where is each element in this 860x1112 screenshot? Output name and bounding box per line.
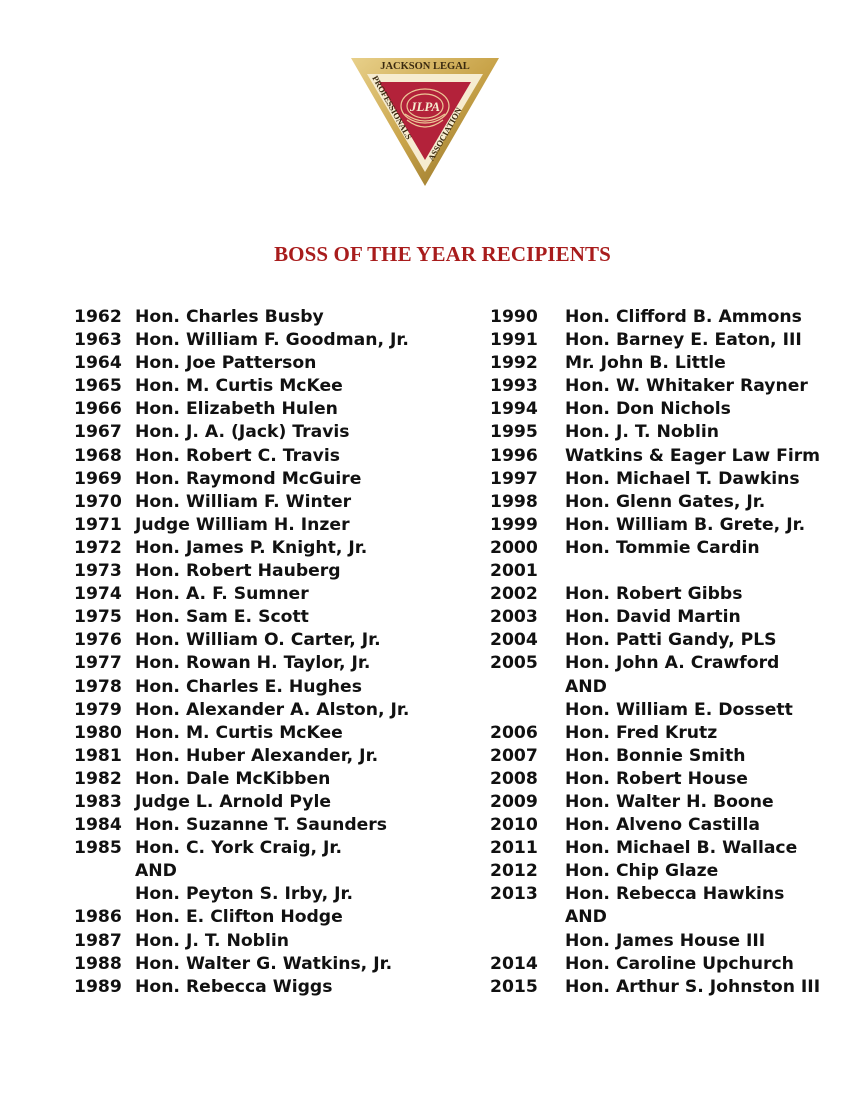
recipient-year: 2009 (490, 791, 538, 812)
recipient-name: Hon. M. Curtis McKee (135, 722, 343, 743)
recipient-year: 1967 (74, 422, 122, 443)
recipient-name: Hon. Bonnie Smith (565, 745, 746, 766)
recipient-year: 1975 (74, 607, 122, 628)
recipient-name: Hon. Robert Gibbs (565, 584, 743, 605)
recipient-name: Hon. James House III (565, 930, 766, 951)
recipient-year: 1990 (490, 307, 538, 327)
recipient-name: Hon. Caroline Upchurch (565, 953, 794, 974)
recipient-year: 1983 (74, 791, 122, 812)
recipient-name: Hon. Michael B. Wallace (565, 838, 798, 859)
recipient-name: Mr. John B. Little (565, 353, 726, 374)
recipient-name: Hon. Robert Hauberg (135, 561, 341, 582)
recipient-name: Hon. Clifford B. Ammons (565, 307, 802, 327)
recipient-year: 2011 (490, 838, 538, 859)
recipient-year: 1963 (74, 330, 122, 351)
recipient-name: AND (565, 907, 607, 928)
recipient-name: Hon. Michael T. Dawkins (565, 468, 800, 489)
recipient-year: 1962 (74, 307, 122, 327)
recipient-year: 2013 (490, 884, 538, 905)
recipient-year: 1968 (74, 445, 122, 466)
recipient-year: 2002 (490, 584, 538, 605)
recipient-year: 1988 (74, 953, 122, 974)
recipient-year: 1973 (74, 561, 122, 582)
recipient-name: Hon. Arthur S. Johnston III (565, 976, 821, 997)
recipient-year: 1996 (490, 445, 538, 466)
recipient-year: 1966 (74, 399, 122, 420)
recipient-name: Hon. Glenn Gates, Jr. (565, 491, 766, 512)
recipient-name: Hon. Suzanne T. Saunders (135, 815, 388, 836)
recipient-name: Judge William H. Inzer (135, 514, 350, 535)
recipient-name: Hon. J. T. Noblin (135, 930, 289, 951)
recipient-name: Hon. Chip Glaze (565, 861, 719, 882)
recipient-year: 1981 (74, 745, 122, 766)
recipient-name: Hon. Dale McKibben (135, 768, 331, 789)
recipient-year: 1993 (490, 376, 538, 397)
recipient-year: 1986 (74, 907, 122, 928)
logo-text-right: ASSOCIATION (425, 105, 464, 163)
logo-monogram: JLPA (409, 99, 441, 114)
recipient-year: 1982 (74, 768, 122, 789)
recipient-name: AND (565, 676, 607, 697)
recipient-year: 1997 (490, 468, 538, 489)
recipient-year: 1992 (490, 353, 538, 374)
association-logo (349, 56, 501, 188)
recipient-year: 1978 (74, 676, 122, 697)
recipient-year: 1980 (74, 722, 122, 743)
recipient-year: 2008 (490, 768, 538, 789)
recipient-year: 1979 (74, 699, 122, 720)
recipient-year: 2000 (490, 537, 538, 558)
recipient-name: Hon. Rebecca Wiggs (135, 976, 333, 997)
recipient-name: Hon. Rebecca Hawkins (565, 884, 785, 905)
recipient-name: Hon. Sam E. Scott (135, 607, 309, 628)
recipient-year: 2015 (490, 976, 538, 997)
recipient-year: 1964 (74, 353, 122, 374)
recipient-year: 1998 (490, 491, 538, 512)
recipient-name: Hon. M. Curtis McKee (135, 376, 343, 397)
logo-text-left: PROFESSIONALS (370, 73, 415, 142)
recipient-name: Hon. Charles E. Hughes (135, 676, 362, 697)
recipient-name: Hon. Walter G. Watkins, Jr. (135, 953, 393, 974)
recipient-name: Hon. William F. Winter (135, 491, 352, 512)
recipient-year: 2006 (490, 722, 538, 743)
recipient-year: 1989 (74, 976, 122, 997)
recipient-year: 1985 (74, 838, 122, 859)
recipient-name: Hon. Alveno Castilla (565, 815, 760, 836)
recipient-year: 1999 (490, 514, 538, 535)
recipient-name: Hon. Charles Busby (135, 307, 324, 327)
recipient-year: 1995 (490, 422, 538, 443)
recipient-year: 1991 (490, 330, 538, 351)
recipient-name: Hon. William O. Carter, Jr. (135, 630, 381, 651)
recipient-name: Hon. William E. Dossett (565, 699, 793, 720)
recipient-name: Hon. Barney E. Eaton, III (565, 330, 802, 351)
recipient-year: 2010 (490, 815, 538, 836)
recipient-year: 1970 (74, 491, 122, 512)
recipient-year: 1965 (74, 376, 122, 397)
recipient-name: Hon. J. T. Noblin (565, 422, 719, 443)
logo-text-top: JACKSON LEGAL (380, 61, 470, 72)
recipient-name: Hon. Alexander A. Alston, Jr. (135, 699, 410, 720)
recipient-name: Hon. Don Nichols (565, 399, 731, 420)
recipient-name: AND (135, 861, 177, 882)
recipient-name: Hon. William F. Goodman, Jr. (135, 330, 409, 351)
recipient-name: Hon. Raymond McGuire (135, 468, 362, 489)
recipient-year: 1972 (74, 537, 122, 558)
recipient-year: 2003 (490, 607, 538, 628)
recipient-name: Hon. Joe Patterson (135, 353, 317, 374)
recipient-name: Hon. Robert House (565, 768, 748, 789)
recipient-year: 1984 (74, 815, 122, 836)
recipient-year: 1974 (74, 584, 122, 605)
recipient-name: Hon. E. Clifton Hodge (135, 907, 343, 928)
page-title: BOSS OF THE YEAR RECIPIENTS (274, 242, 611, 266)
recipient-year: 2012 (490, 861, 538, 882)
recipient-name: Hon. Huber Alexander, Jr. (135, 745, 379, 766)
recipient-name: Hon. Elizabeth Hulen (135, 399, 338, 420)
recipient-year: 2001 (490, 561, 538, 582)
recipient-year: 1976 (74, 630, 122, 651)
recipient-name: Hon. Tommie Cardin (565, 537, 760, 558)
recipient-name: Hon. William B. Grete, Jr. (565, 514, 806, 535)
recipient-year: 2005 (490, 653, 538, 674)
recipient-name: Hon. David Martin (565, 607, 741, 628)
recipient-year: 2004 (490, 630, 538, 651)
recipient-name: Hon. C. York Craig, Jr. (135, 838, 342, 859)
recipient-name: Hon. W. Whitaker Rayner (565, 376, 808, 397)
recipient-name: Hon. Rowan H. Taylor, Jr. (135, 653, 371, 674)
recipient-name: Hon. Patti Gandy, PLS (565, 630, 777, 651)
recipient-name: Hon. Walter H. Boone (565, 791, 774, 812)
recipient-year: 1987 (74, 930, 122, 951)
recipient-year: 2014 (490, 953, 538, 974)
recipient-year: 1969 (74, 468, 122, 489)
recipient-name: Judge L. Arnold Pyle (135, 791, 332, 812)
recipient-name: Hon. A. F. Sumner (135, 584, 309, 605)
recipient-name: Hon. James P. Knight, Jr. (135, 537, 368, 558)
recipient-name: Hon. John A. Crawford (565, 653, 780, 674)
recipient-name: Watkins & Eager Law Firm (565, 445, 821, 466)
recipient-name: Hon. Peyton S. Irby, Jr. (135, 884, 354, 905)
recipient-year: 1994 (490, 399, 538, 420)
recipient-year: 1971 (74, 514, 122, 535)
recipient-name: Hon. J. A. (Jack) Travis (135, 422, 350, 443)
recipient-year: 1977 (74, 653, 122, 674)
recipient-name: Hon. Robert C. Travis (135, 445, 340, 466)
recipient-year: 2007 (490, 745, 538, 766)
recipient-name: Hon. Fred Krutz (565, 722, 718, 743)
